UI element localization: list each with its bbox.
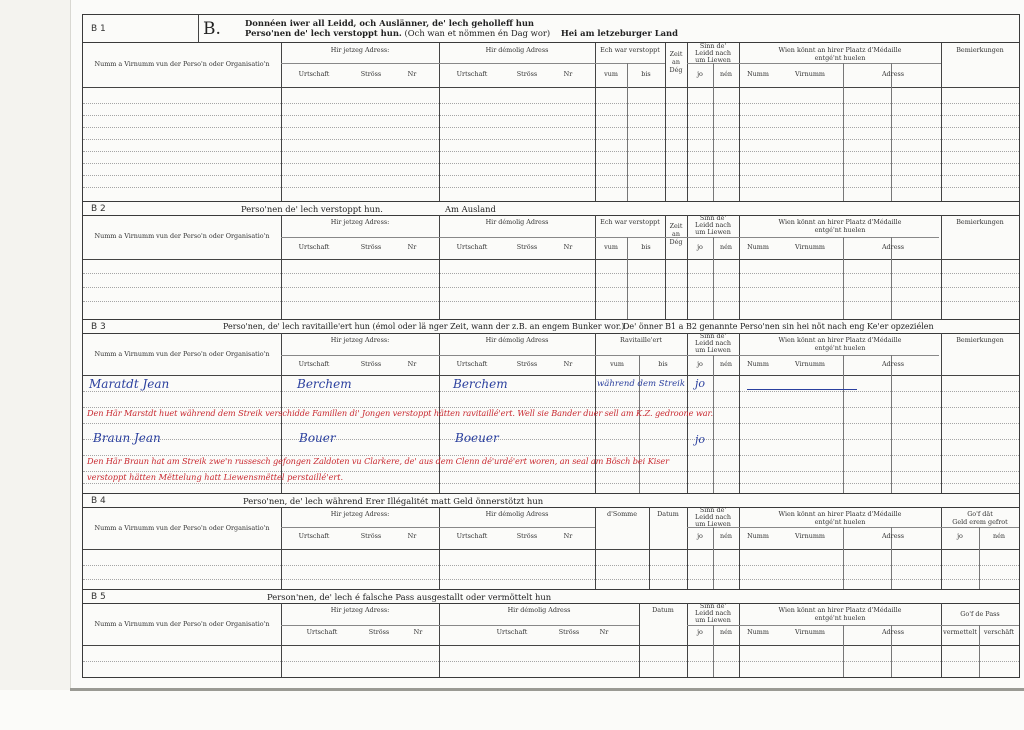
b5-header-jo: jo (697, 628, 703, 636)
b5-header-stross-2: Ströss (558, 628, 580, 636)
b5-header-liewen: um Liewen (695, 616, 731, 624)
b5-header-medal-2: entgé'nt huelen (814, 614, 866, 622)
b5-header-verschaft: verschäft (983, 628, 1015, 636)
b4-header-uertschaft: Urtschaft (298, 532, 330, 540)
b2-header-bis: bis (641, 243, 651, 251)
b1-header-hidden: Ech war verstoppt (600, 46, 660, 54)
b3-header-ravitailleet: Ravitaille'ert (620, 336, 662, 344)
b2-header-hidden: Ech war verstoppt (600, 218, 660, 226)
b5-header-stross: Ströss (368, 628, 390, 636)
b5-header-leidd: Leidd nach (695, 609, 731, 617)
b3-header-name: Numm a Virnumm vun der Perso'n oder Organisatio'n (94, 350, 270, 358)
b5-header-nr-2: Nr (599, 628, 609, 636)
hw-row4-note-line2: verstoppt hätten Mëttelung hatt Liewensmëttel perstaillé'ert. (87, 472, 344, 482)
b3-header-stross-2: Ströss (516, 360, 538, 368)
hw-row3-former-address: Boeuer (455, 431, 499, 445)
b1-header-vum: vum (604, 70, 618, 78)
hw-row3-name: Braun Jean (93, 431, 161, 445)
b1-header-name: Numm a Virnumm vun der Perso'n oder Organisatio'n (94, 60, 270, 68)
b4-header-sommes: d'Somme (607, 510, 637, 518)
hw-row4-note-line1: Den Här Braun hat am Streik zwe'n russesch gefongen Zaldoten vu Clarkere, de' aus dem Clenn dé'urdé'ert woren, an seal am Bösch bei Kiser (87, 456, 669, 466)
hw-row1-underline (747, 389, 857, 390)
b1-header-current-address: Hir jetzeg Adress: (330, 46, 390, 54)
section-b1 (83, 15, 1019, 201)
b3-header-liewen: um Liewen (695, 346, 731, 354)
b2-header-adress: Adress (881, 243, 905, 251)
b3-header-virnumm: Virnumm (795, 360, 825, 368)
section-b2-code: B 2 (91, 204, 106, 214)
b3-header-bemierkungen: Bemierkungen (956, 336, 1004, 344)
section-b1-title-line1: Donnéen iwer all Leidd, och Auslänner, de' lech geholleff hun (245, 18, 535, 28)
b3-header-medal-2: entgé'nt huelen (814, 344, 866, 352)
b4-header-uertschaft-2: Urtschaft (456, 532, 488, 540)
b1-header-adress: Adress (881, 70, 905, 78)
section-b2-title: Perso'nen de' lech verstoppt hun. (241, 204, 383, 214)
b2-header-deg: Dég (669, 238, 683, 246)
b2-header-an: an (672, 230, 680, 238)
b4-header-numm: Numm (747, 532, 769, 540)
b5-header-sinn-de: Sinn de' (699, 602, 727, 610)
b3-header-leidd: Leidd nach (695, 339, 731, 347)
section-b5-code: B 5 (91, 592, 106, 602)
section-b2-title-right: Am Ausland (445, 204, 496, 214)
b3-header-vum: vum (610, 360, 624, 368)
b1-header-jo: jo (697, 70, 703, 78)
b4-header-adress: Adress (881, 532, 905, 540)
b1-header-rule (83, 87, 1019, 88)
b4-header-nen: nén (719, 532, 732, 540)
b4-header-sinn-de: Sinn de' (699, 506, 727, 514)
b5-header-former-address: Hir démolig Adress (507, 606, 571, 614)
b2-header-stross: Ströss (360, 243, 382, 251)
b5-header-numm: Numm (747, 628, 769, 636)
b4-header-medal-1: Wien könnt an hirer Plaatz d'Médaille (778, 510, 902, 518)
b5-header-vermettelt: vermettelt (943, 628, 977, 636)
b1-header-nr-2: Nr (563, 70, 573, 78)
section-b4-titlebar (83, 494, 1019, 508)
b5-header-gof-pass: Go'f de Pass (960, 610, 1000, 618)
b2-header-nr: Nr (407, 243, 417, 251)
b1-header-uertschaft: Urtschaft (298, 70, 330, 78)
b2-header-leidd: Leidd nach (695, 221, 731, 229)
b1-header-medal-1: Wien könnt an hirer Plaatz d'Médaille (778, 46, 902, 54)
b4-header-name: Numm a Virnumm vun der Perso'n oder Organisatio'n (94, 524, 270, 532)
b2-header-medal-1: Wien könnt an hirer Plaatz d'Médaille (778, 218, 902, 226)
b5-header-virnumm: Virnumm (795, 628, 825, 636)
section-b3-titlebar (83, 320, 1019, 334)
b1-header-deg: Dég (669, 66, 683, 74)
b1-header-stross-2: Ströss (516, 70, 538, 78)
b3-header-numm: Numm (747, 360, 769, 368)
b2-header-current-address: Hir jetzeg Adress: (330, 218, 390, 226)
section-b1-code: B 1 (91, 24, 106, 34)
b2-header-former-address: Hir démolig Adress (485, 218, 549, 226)
b5-header-nen: nén (719, 628, 732, 636)
b3-header-uertschaft-2: Urtschaft (456, 360, 488, 368)
b4-header-stross-2: Ströss (516, 532, 538, 540)
hw-row3-jo: jo (695, 433, 706, 446)
hw-row1-former-address: Berchem (453, 377, 508, 391)
b5-header-medal-1: Wien könnt an hirer Plaatz d'Médaille (778, 606, 902, 614)
b1-header-uertschaft-2: Urtschaft (456, 70, 488, 78)
b4-header-datum: Datum (657, 510, 679, 518)
b4-header-gof-dat-2: Geld erem gefrot (952, 518, 1008, 526)
b4-header-gof-dat-1: Go'f dät (967, 510, 993, 518)
b4-header-current-address: Hir jetzeg Adress: (330, 510, 390, 518)
page-bottom-edge (70, 688, 1024, 691)
b1-header-bemierkungen: Bemierkungen (956, 46, 1004, 54)
b1-header-nr: Nr (407, 70, 417, 78)
b4-header-medal-2: entgé'nt huelen (814, 518, 866, 526)
b5-header-datum: Datum (652, 606, 674, 614)
b5-header-nr: Nr (413, 628, 423, 636)
b3-header-bis: bis (658, 360, 668, 368)
b2-header-name: Numm a Virnumm vun der Perso'n oder Organisatio'n (94, 232, 270, 240)
b5-header-current-address: Hir jetzeg Adress: (330, 606, 390, 614)
b1-header-virnumm: Virnumm (795, 70, 825, 78)
section-b4-title: Perso'nen, de' lech während Erer Illégalitét matt Geld önnerstötzt hun (243, 496, 544, 506)
b5-header-adress: Adress (881, 628, 905, 636)
b2-header-stross-2: Ströss (516, 243, 538, 251)
section-b4-code: B 4 (91, 496, 106, 506)
b1-header-liewen: um Liewen (695, 56, 731, 64)
b3-header-nr: Nr (407, 360, 417, 368)
b3-header-stross: Ströss (360, 360, 382, 368)
section-b5-titlebar (83, 590, 1019, 604)
b3-header-jo: jo (697, 360, 703, 368)
b2-header-liewen: um Liewen (695, 228, 731, 236)
b2-header-numm: Numm (747, 243, 769, 251)
b2-header-jo: jo (697, 243, 703, 251)
b3-header-nr-2: Nr (563, 360, 573, 368)
b4-header-jo: jo (697, 532, 703, 540)
section-b3-title-right: De' önner B1 a B2 genannte Perso'nen sin hei nöt nach eng Ke'er opzeziélen (623, 322, 934, 331)
section-b3-code: B 3 (91, 322, 106, 332)
b5-header-name: Numm a Virnumm vun der Perso'n oder Organisatio'n (94, 620, 270, 628)
section-b3-title: Perso'nen, de' lech ravitaille'ert hun (émol oder lä nger Zeit, wann der z.B. an engem Bunker wor.) (223, 322, 625, 331)
b2-header-virnumm: Virnumm (795, 243, 825, 251)
b1-header-former-address: Hir démolig Adress (485, 46, 549, 54)
b3-header-sinn-de: Sinn de' (699, 332, 727, 340)
b3-header-current-address: Hir jetzeg Adress: (330, 336, 390, 344)
hw-row3-current-address: Bouer (299, 431, 336, 445)
b5-header-uertschaft-2: Urtschaft (496, 628, 528, 636)
b2-header-zeit: Zeit (669, 222, 683, 230)
b4-header-former-address: Hir démolig Adress (485, 510, 549, 518)
b1-header-numm: Numm (747, 70, 769, 78)
section-b1-letter: B. (203, 19, 221, 39)
hw-row1-current-address: Berchem (297, 377, 352, 391)
b3-header-uertschaft: Urtschaft (298, 360, 330, 368)
hw-row2-note: Den Här Marstdt huet während dem Streik verschidde Famillen di' Jongen verstoppt hätten ravitaillé'ert. Well sie Bander duer sell am K.Z. gedroone war. (87, 408, 713, 418)
b2-header-nr-2: Nr (563, 243, 573, 251)
b1-header-bis: bis (641, 70, 651, 78)
section-b2-titlebar (83, 202, 1019, 216)
b2-header-sinn-de: Sinn de' (699, 214, 727, 222)
hw-row1-name: Maratdt Jean (89, 377, 170, 391)
hw-row1-jo: jo (695, 377, 706, 390)
b4-header-liewen: um Liewen (695, 520, 731, 528)
b2-header-uertschaft-2: Urtschaft (456, 243, 488, 251)
b5-header-uertschaft: Urtschaft (306, 628, 338, 636)
b4-header-nen-2: nén (992, 532, 1005, 540)
b4-header-nr-2: Nr (563, 532, 573, 540)
b2-header-vum: vum (604, 243, 618, 251)
b1-header-sinn-de: Sinn de' (699, 42, 727, 50)
section-b1-titlebar (83, 15, 1019, 43)
section-b1-title-line2: Perso'nen de' lech verstoppt hun. (Och wan et nömmen én Dag wor) Hei am letzeburger Land (245, 28, 678, 38)
b3-header-nen: nén (719, 360, 732, 368)
b2-header-nen: nén (719, 243, 732, 251)
b3-header-former-address: Hir démolig Adress (485, 336, 549, 344)
b4-header-leidd: Leidd nach (695, 513, 731, 521)
b3-header-adress: Adress (881, 360, 905, 368)
b1-header-leidd: Leidd nach (695, 49, 731, 57)
b4-header-stross: Ströss (360, 532, 382, 540)
b4-header-nr: Nr (407, 532, 417, 540)
section-b4 (83, 493, 1019, 589)
b4-header-virnumm: Virnumm (795, 532, 825, 540)
b2-header-uertschaft: Urtschaft (298, 243, 330, 251)
b2-header-bemierkungen: Bemierkungen (956, 218, 1004, 226)
section-b5-title: Person'nen, de' lech é falsche Pass ausgestallt oder vermöttelt hun (267, 592, 552, 602)
b1-header-nen: nén (719, 70, 732, 78)
form-sheet (82, 14, 1020, 678)
b2-header-medal-2: entgé'nt huelen (814, 226, 866, 234)
b1-header-stross: Ströss (360, 70, 382, 78)
b3-header-medal-1: Wien könnt an hirer Plaatz d'Médaille (778, 336, 902, 344)
b4-header-jo-2: jo (957, 532, 963, 540)
section-b1-code-divider (198, 15, 199, 43)
b1-header-zeit: Zeit (669, 50, 683, 58)
b1-header-an: an (672, 58, 680, 66)
b1-header-medal-2: entgé'nt huelen (814, 54, 866, 62)
page-left-margin (0, 0, 71, 690)
hw-row1-period: während dem Streik (597, 379, 685, 389)
